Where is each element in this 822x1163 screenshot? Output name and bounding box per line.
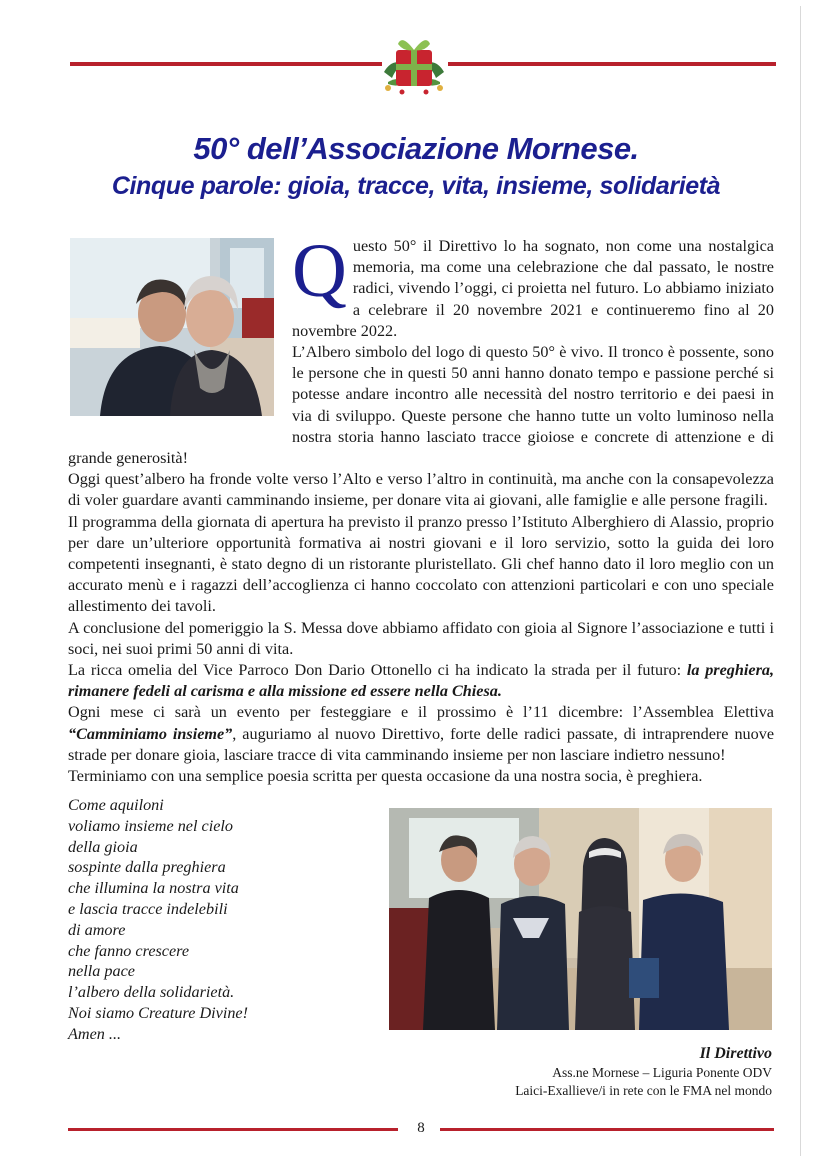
drop-cap: Q	[292, 229, 347, 313]
poem-line: Amen ...	[68, 1024, 122, 1043]
poem-line: nella pace	[68, 962, 135, 981]
paragraph-4: Il programma della giornata di apertura ha previsto il pranzo presso l’Istituto Alberghiero di Alassio, proprio per dare un’ulteriore opportunità formativa ai nostri giovani e il loro servizio, sotto la guida dei loro competenti insegnanti, è stato degno di un ristorante pluristellato. Gli chef hanno dato il loro meglio con un accurato menù e i ragazzi dell’accoglienza ci hanno coccolato con attenzioni particolari e con uno speciale allestimento dei tavoli.	[68, 512, 774, 616]
paragraph-7-emphasis: “Camminiamo insieme”	[68, 724, 233, 743]
signature-line-1: Ass.ne Mornese – Liguria Ponente ODV	[552, 1065, 772, 1080]
photo-group-four-women	[389, 808, 772, 1030]
photo-wrap-spacer	[68, 236, 292, 428]
signature	[372, 1044, 772, 1100]
article-body	[68, 229, 775, 787]
paragraph-5: A conclusione del pomeriggio la S. Messa dove abbiamo affidato con gioia al Signore l’associazione e tutti i soci, nei suoi primi 50 anni di vita.	[68, 618, 774, 658]
article-title: 50° dell’Associazione Mornese.	[193, 131, 639, 166]
poem-line: che fanno crescere	[68, 941, 190, 960]
paragraph-8: Terminiamo con una semplice poesia scritta per questa occasione da una nostra socia, è preghiera.	[68, 767, 703, 786]
page-edge	[800, 6, 801, 1156]
poem-line: sospinte dalla preghiera	[68, 858, 226, 877]
paragraph-2: L’Albero simbolo del logo di questo 50° è vivo. Il tronco è possente, sono le persone che in questi 50 anni hanno donato tempo e passione perché si potesse andare incontro alle necessità del nostro territorio e dei paesi in via di sviluppo. Queste persone che hanno tutte un volto luminoso nella nostra storia hanno lasciato tracce gioiose e concrete di attenzione e di grande generosità!	[68, 343, 774, 468]
signature-line-2: Laici-Exallieve/i in rete con le FMA nel mondo	[515, 1083, 772, 1098]
paragraph-7-text: Ogni mese ci sarà un evento per festeggiare e il prossimo è l’11 dicembre: l’Assemblea Elettiva	[68, 703, 774, 722]
paragraph-1-text: uesto 50° il Direttivo lo ha sognato, non come una nostalgica memoria, ma come una celebrazione che dal passato, le nostre radici, vivendo l’oggi, ci proietta nel futuro. Lo abbiamo iniziato a celebrare il 20 novembre 2021 e continueremo fino al 20 novembre 2022.	[292, 237, 774, 340]
poem-line: Come aquiloni	[68, 796, 164, 814]
paragraph-6-emphasis: la preghiera, rimanere fedeli al carisma e alla missione ed essere nella Chiesa.	[68, 661, 775, 701]
poem	[68, 795, 368, 1045]
footer-rule-right	[440, 1128, 774, 1131]
header-rule-left	[70, 62, 382, 66]
poem-line: che illumina la nostra vita	[68, 879, 239, 898]
poem-line: Noi siamo Creature Divine!	[68, 1003, 248, 1022]
poem-line: della gioia	[68, 837, 138, 856]
header-rule-right	[448, 62, 776, 66]
paragraph-7-rest: , auguriamo al nuovo Direttivo, forte delle radici passate, di intraprendere nuove strade per donare gioia, lasciare tracce di vita camminando insieme per non lasciare indietro nessuno!	[68, 724, 775, 764]
poem-line: voliamo insieme nel cielo	[68, 816, 233, 835]
paragraph-6-text: La ricca omelia del Vice Parroco Don Dario Ottonello ci ha indicato la strada per il futuro:	[68, 661, 687, 680]
poem-line: di amore	[68, 920, 126, 939]
article-subtitle: Cinque parole: gioia, tracce, vita, insieme, solidarietà	[111, 172, 721, 200]
paragraph-7	[68, 702, 774, 766]
signature-name: Il Direttivo	[699, 1045, 772, 1062]
footer-rule-left	[68, 1128, 398, 1131]
poem-line: l’albero della solidarietà.	[68, 983, 235, 1002]
page-number: 8	[417, 1120, 425, 1136]
poem-line: e lascia tracce indelebili	[68, 899, 228, 918]
paragraph-3: Oggi quest’albero ha fronde volte verso l’Alto e verso l’altro in continuità, ma anche con la consapevolezza di voler guardare avanti camminando insieme, per donare vita ai giovani, alle famiglie e alle persone fragili.	[68, 470, 774, 510]
paragraph-6	[68, 660, 774, 702]
title-block	[60, 130, 772, 202]
christmas-gift-ornament-icon	[378, 28, 450, 98]
